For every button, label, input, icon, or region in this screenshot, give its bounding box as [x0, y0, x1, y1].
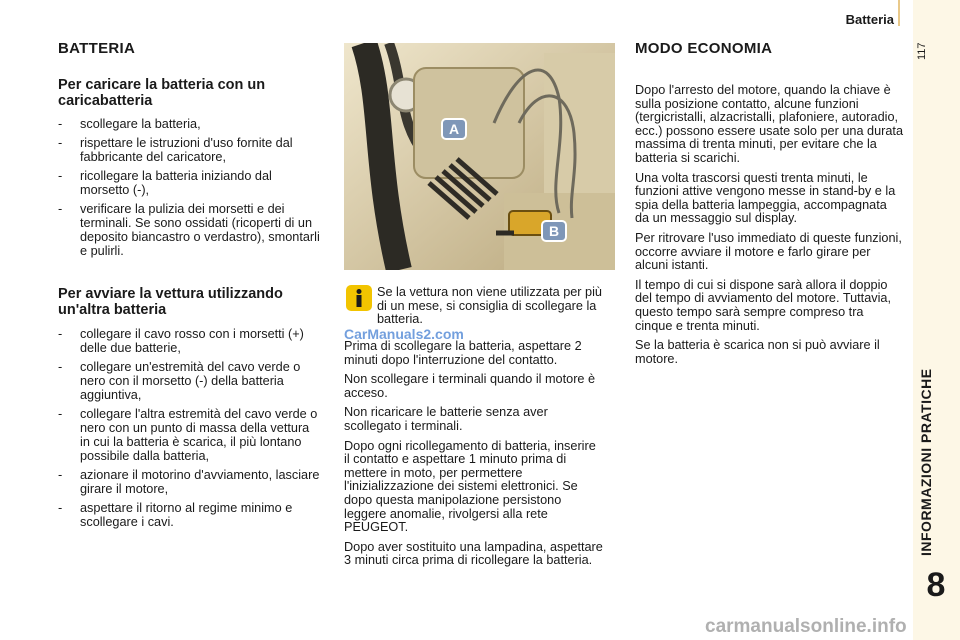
- paragraph: Se la batteria è scarica non si può avviare il motore.: [635, 338, 880, 366]
- page-number: 117: [916, 42, 928, 60]
- paragraph: Dopo l'arresto del motore, quando la chiave è sulla posizione contatto, alcune funzioni (tergicristalli, alzacristalli, plafoniere, autoradio, ecc.) possono essere usate solo per una durata massima di trenta minuti, per evitare che la batteria si scarichi.: [635, 83, 904, 165]
- watermark-bottom: carmanualsonline.info: [705, 616, 907, 637]
- list-item: - verificare la pulizia dei morsetti e dei terminali. Se sono ossidati (ricoperti di un deposito biancastro o verdastro), smontarli e pulirli.: [58, 202, 320, 258]
- list-item: - aspettare il ritorno al regime minimo e scollegare i cavi.: [58, 501, 293, 529]
- paragraph: Per ritrovare l'uso immediato di queste funzioni, occorre avviare il motore e farlo girare per alcuni istanti.: [635, 230, 902, 273]
- charge-list: [58, 117, 323, 263]
- chapter-number: 8: [926, 566, 946, 604]
- paragraph: Il tempo di cui si dispone sarà allora il doppio del tempo di avviamento del motore. Tuttavia, questo tempo sarà sempre compreso tra cinque e trenta minuti.: [635, 277, 891, 333]
- side-section-label: INFORMAZIONI PRATICHE: [918, 368, 934, 556]
- paragraph: Non ricaricare le batterie senza aver scollegato i terminali.: [344, 405, 548, 433]
- right-paragraphs: [635, 84, 903, 372]
- label-b: B: [548, 223, 560, 239]
- paragraph: Non scollegare i terminali quando il motore è acceso.: [344, 372, 596, 400]
- paragraph: Dopo ogni ricollegamento di batteria, inserire il contatto e aspettare 1 minuto prima di mettere in moto, per permettere l'inizializzazione dei sistemi elettronici. Se dopo questa manipolazione persistono leggere anomalie, rivolgersi alla rete PEUGEOT.: [344, 438, 596, 535]
- list-item: - scollegare la batteria,: [58, 117, 201, 131]
- label-a: A: [448, 121, 460, 137]
- jump-start-heading: Per avviare la vettura utilizzando un'altra batteria: [58, 286, 283, 318]
- info-icon: [346, 285, 372, 311]
- engine-bay-illustration: [344, 43, 615, 270]
- middle-paragraphs: [344, 340, 604, 574]
- page-title: BATTERIA: [58, 40, 136, 57]
- charge-heading: Per caricare la batteria con un caricabatteria: [58, 77, 266, 109]
- paragraph: Una volta trascorsi questi trenta minuti, le funzioni attive vengono messe in stand-by e la spia della batteria lampeggia, accompagnata da un messaggio sul display.: [635, 170, 896, 226]
- watermark-top: CarManuals2.com: [344, 326, 464, 342]
- header-divider: [898, 0, 900, 26]
- list-item: - azionare il motorino d'avviamento, lasciare girare il motore,: [58, 468, 320, 496]
- list-item: - collegare il cavo rosso con i morsetti (+) delle due batterie,: [58, 327, 304, 355]
- list-item: - ricollegare la batteria iniziando dal morsetto (-),: [58, 169, 272, 197]
- economy-mode-title: MODO ECONOMIA: [635, 40, 773, 57]
- paragraph: Prima di scollegare la batteria, aspettare 2 minuti dopo l'interruzione del contatto.: [344, 339, 582, 367]
- info-note: Se la vettura non viene utilizzata per più di un mese, si consiglia di scollegare la batteria.: [377, 285, 602, 327]
- list-item: - collegare un'estremità del cavo verde o nero con il morsetto (-) della batteria aggiuntiva,: [58, 360, 301, 402]
- section-header-title: Batteria: [845, 12, 894, 27]
- engine-bay-photo: [344, 43, 615, 270]
- list-item: - rispettare le istruzioni d'uso fornite dal fabbricante del caricatore,: [58, 136, 293, 164]
- jump-start-list: [58, 327, 320, 534]
- paragraph: Dopo aver sostituito una lampadina, aspettare 3 minuti circa prima di ricollegare la batteria.: [344, 539, 603, 568]
- list-item: - collegare l'altra estremità del cavo verde o nero con un punto di massa della vettura in cui la batteria è scarica, il più lontano possibile dalla batteria,: [58, 407, 318, 463]
